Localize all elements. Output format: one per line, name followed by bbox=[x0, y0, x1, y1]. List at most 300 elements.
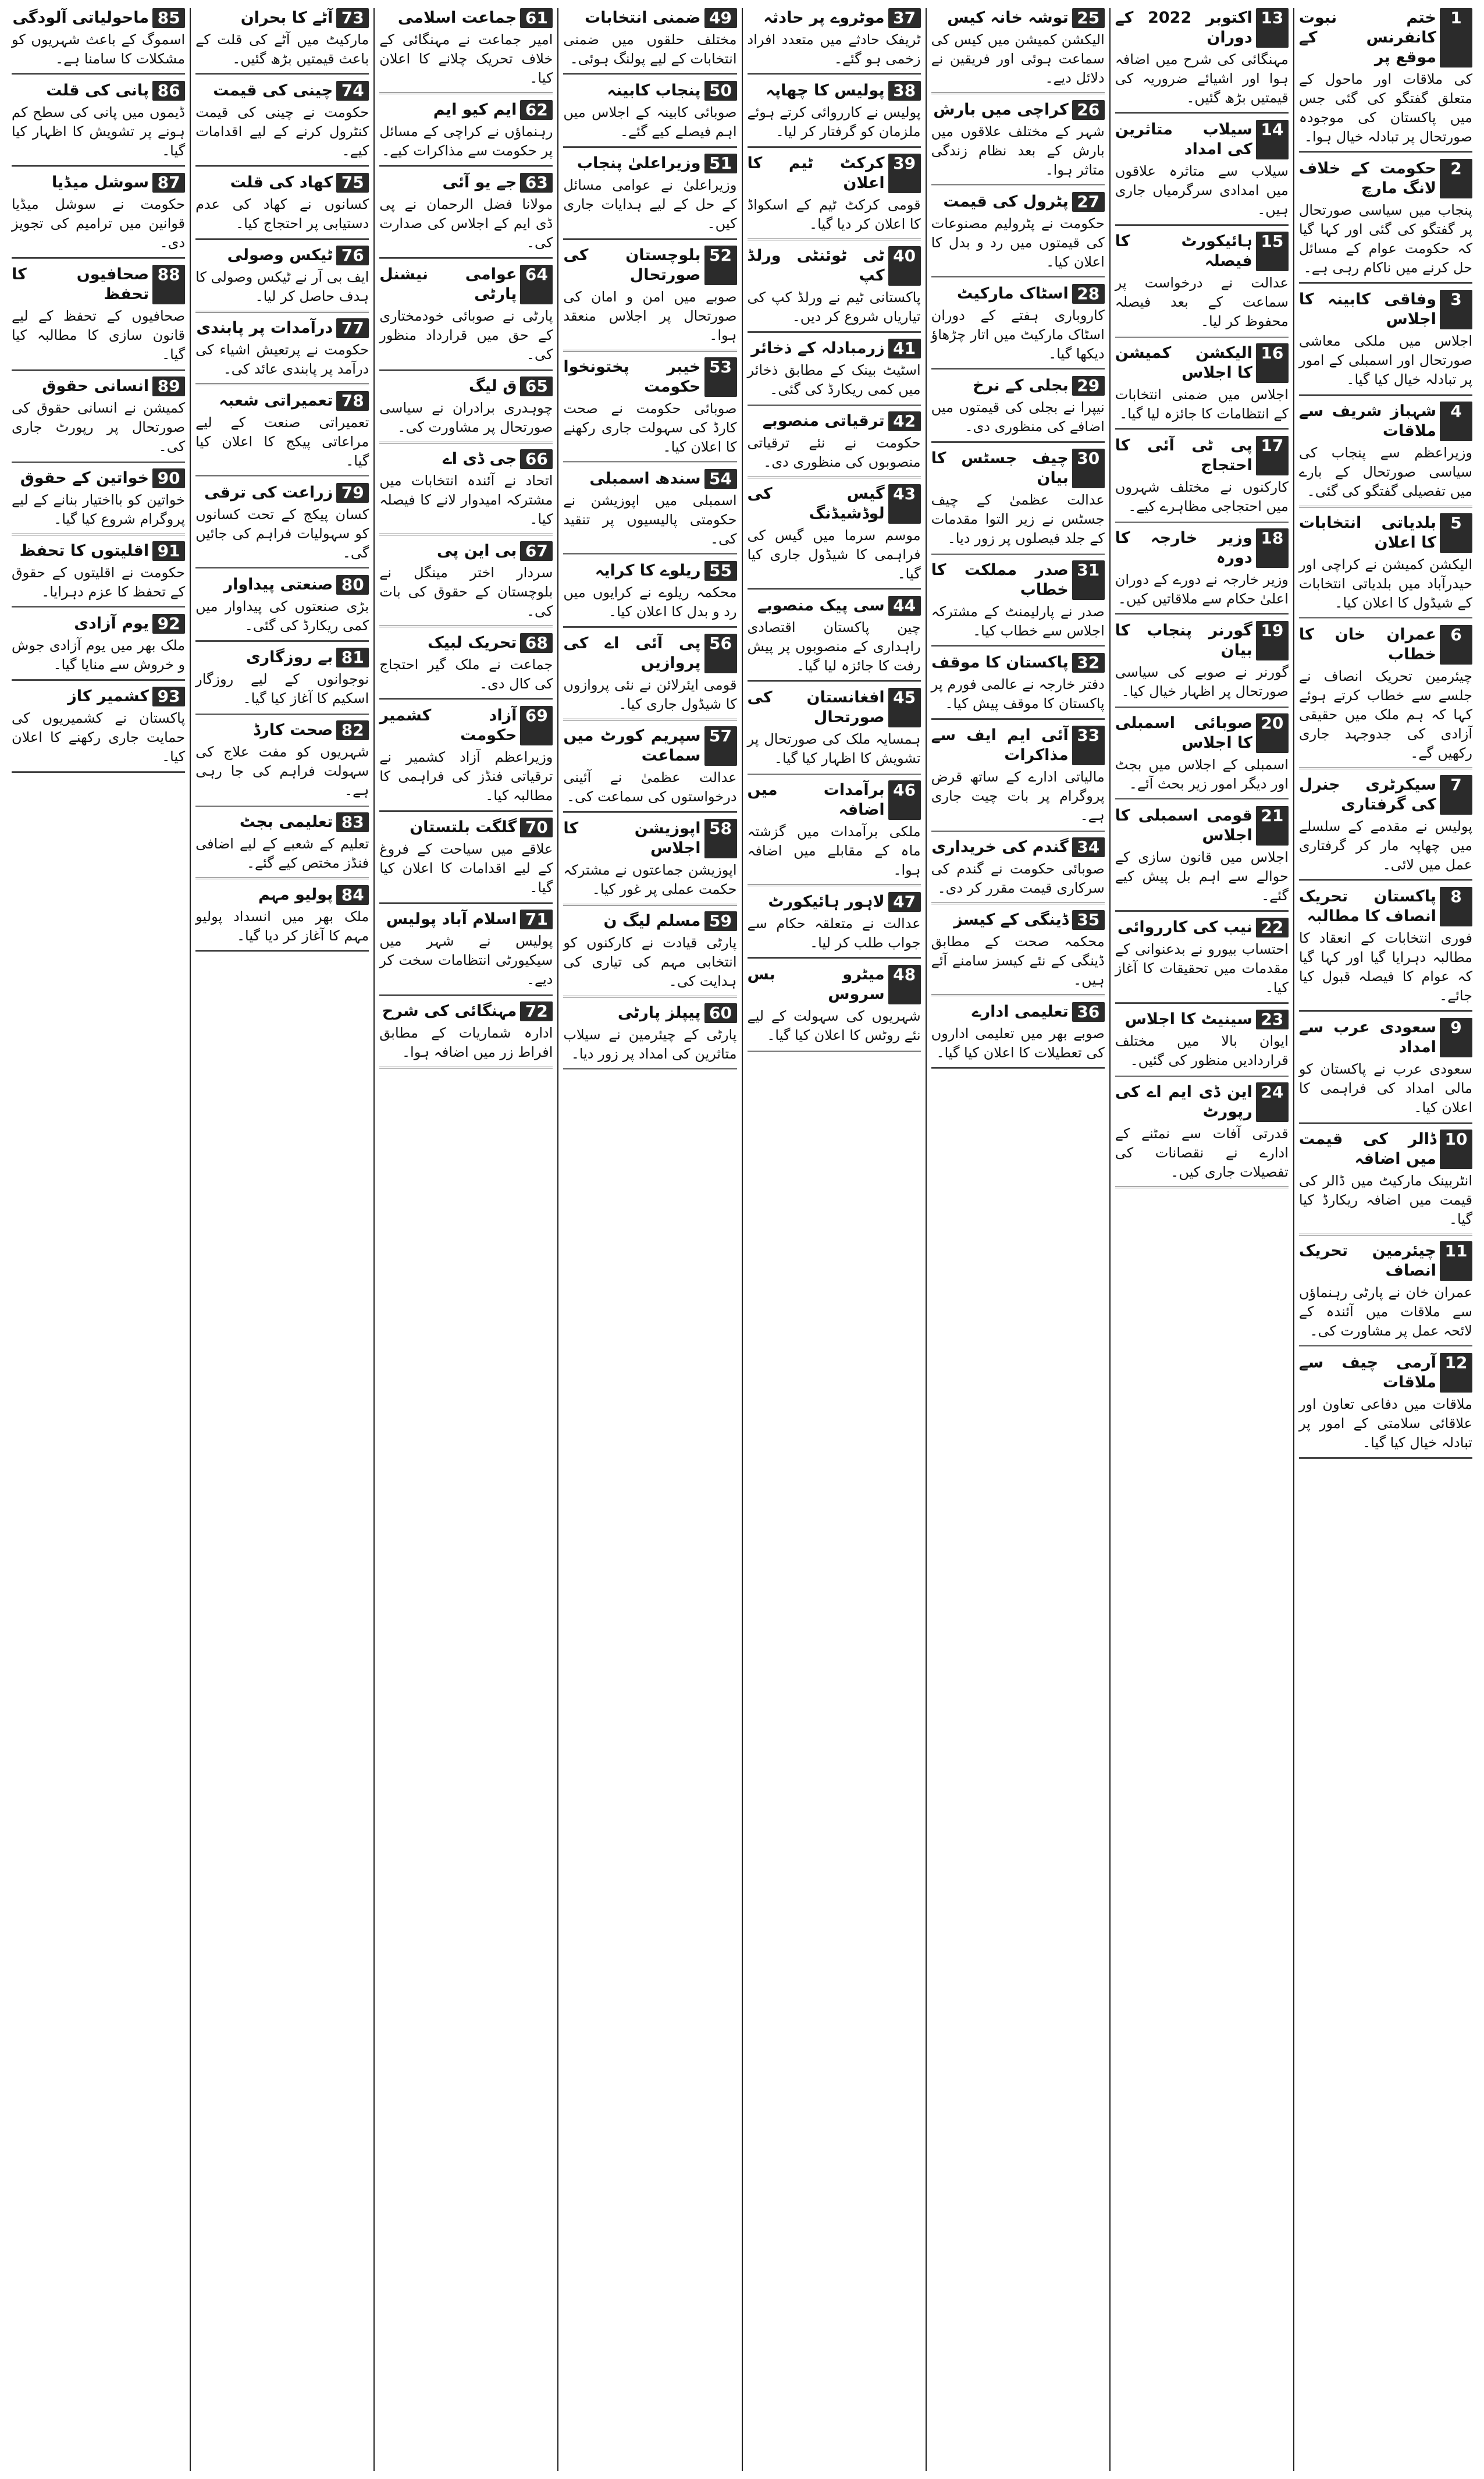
news-item-number: 57 bbox=[704, 726, 737, 766]
news-item-body: ایف بی آر نے ٹیکس وصولی کا ہدف حاصل کر لیا۔ bbox=[195, 269, 369, 304]
news-item-body: کاروباری ہفتے کے دوران اسٹاک مارکیٹ میں اتار چڑھاؤ دیکھا گیا۔ bbox=[931, 307, 1105, 362]
news-item-number: 84 bbox=[336, 885, 369, 905]
news-item bbox=[931, 192, 1105, 278]
news-item bbox=[1299, 513, 1472, 619]
news-item-number: 43 bbox=[888, 484, 921, 524]
news-item-headline: پیپلز پارٹی bbox=[617, 1004, 701, 1022]
news-item-body: سیلاب سے متاثرہ علاقوں میں امدادی سرگرمیاں جاری ہیں۔ bbox=[1115, 163, 1289, 218]
news-item-number: 36 bbox=[1072, 1002, 1105, 1022]
news-item bbox=[748, 8, 921, 75]
news-item-header bbox=[1299, 513, 1472, 553]
news-item-headline: ٹیکس وصولی bbox=[227, 246, 333, 264]
news-item-header bbox=[379, 706, 553, 745]
news-item-headline: این ڈی ایم اے کی رپورٹ bbox=[1115, 1083, 1252, 1121]
news-item-headline: زرمبادلہ کے ذخائر bbox=[751, 339, 885, 357]
news-item-body: انٹربینک مارکیٹ میں ڈالر کی قیمت میں اضافہ ریکارڈ کیا گیا۔ bbox=[1298, 1173, 1472, 1227]
news-item-headline: کشمیر کاز bbox=[67, 687, 150, 705]
news-item-body: کارکنوں نے مختلف شہروں میں احتجاجی مظاہرے کیے۔ bbox=[1115, 479, 1289, 514]
news-item-headline: مہنگائی کی شرح bbox=[382, 1002, 517, 1020]
news-item-body: جماعت نے ملک گیر احتجاج کی کال دی۔ bbox=[379, 656, 553, 692]
news-item-body: ملاقات میں دفاعی تعاون اور علاقائی سلامتی کے امور پر تبادلہ خیال کیا گیا۔ bbox=[1298, 1396, 1472, 1451]
news-item-header bbox=[748, 339, 921, 358]
news-item-number: 70 bbox=[520, 818, 553, 837]
news-item-headline: چیئرمین تحریک انصاف bbox=[1298, 1242, 1436, 1280]
news-item-headline: ق لیگ bbox=[469, 377, 517, 395]
news-columns bbox=[7, 8, 1477, 2471]
news-item-body: صدر نے پارلیمنٹ کے مشترکہ اجلاس سے خطاب کیا۔ bbox=[931, 603, 1105, 639]
news-item bbox=[748, 965, 921, 1052]
news-item bbox=[379, 100, 553, 167]
news-item bbox=[1115, 1010, 1289, 1077]
news-item-header bbox=[931, 284, 1105, 304]
news-item bbox=[1115, 918, 1289, 1004]
news-item-body: ملکی برآمدات میں گزشتہ ماہ کے مقابلے میں اضافہ ہوا۔ bbox=[747, 823, 921, 878]
news-item bbox=[12, 8, 185, 75]
news-item bbox=[12, 265, 185, 371]
news-item bbox=[563, 561, 736, 628]
news-item bbox=[1115, 713, 1289, 800]
news-item-number: 80 bbox=[336, 575, 369, 595]
column-3 bbox=[926, 8, 1109, 2471]
news-item-body: ادارہ شماریات کے مطابق افراط زر میں اضافہ ہوا۔ bbox=[379, 1025, 553, 1060]
news-item-number: 53 bbox=[704, 357, 737, 397]
news-item-header bbox=[379, 377, 553, 396]
news-item-headline: سی پیک منصوبے bbox=[757, 596, 885, 615]
news-item-header bbox=[563, 8, 736, 28]
news-item bbox=[563, 819, 736, 905]
news-item-body: عدالت نے متعلقہ حکام سے جواب طلب کر لیا۔ bbox=[747, 915, 921, 951]
news-item-headline: سپریم کورٹ میں سماعت bbox=[563, 727, 701, 765]
news-item-header bbox=[379, 8, 553, 28]
news-item bbox=[931, 560, 1105, 647]
news-item bbox=[195, 246, 369, 312]
news-item bbox=[1115, 528, 1289, 615]
news-item-number: 41 bbox=[888, 339, 921, 358]
news-item-header bbox=[1299, 887, 1472, 926]
news-item-header bbox=[931, 837, 1105, 857]
news-item bbox=[379, 8, 553, 94]
news-item-body: دفتر خارجہ نے عالمی فورم پر پاکستان کا موقف پیش کیا۔ bbox=[931, 676, 1105, 712]
news-item-body: چین پاکستان اقتصادی راہداری کے منصوبوں پر پیش رفت کا جائزہ لیا گیا۔ bbox=[747, 619, 921, 674]
news-item bbox=[1299, 1018, 1472, 1124]
news-item-headline: سندھ اسمبلی bbox=[589, 470, 701, 488]
news-item-headline: گندم کی خریداری bbox=[931, 838, 1069, 856]
news-item-number: 23 bbox=[1256, 1010, 1289, 1029]
news-item-headline: عمران خان کا خطاب bbox=[1298, 626, 1436, 663]
news-item-header bbox=[1115, 232, 1289, 271]
news-item-header bbox=[12, 265, 185, 304]
news-item bbox=[563, 726, 736, 813]
news-item-headline: ضمنی انتخابات bbox=[585, 9, 701, 27]
news-item-body: پولیس نے مقدمے کے سلسلے میں چھاپہ مار کر گرفتاری عمل میں لائی۔ bbox=[1298, 818, 1472, 873]
news-item-header bbox=[1299, 775, 1472, 815]
news-item bbox=[1299, 290, 1472, 396]
news-item-number: 25 bbox=[1072, 8, 1105, 28]
news-item-body: تعلیم کے شعبے کے لیے اضافی فنڈز مختص کیے گئے۔ bbox=[195, 836, 369, 871]
news-item-number: 60 bbox=[704, 1003, 737, 1023]
news-item-headline: ٹی ٹوئنٹی ورلڈ کپ bbox=[747, 247, 885, 285]
news-item bbox=[12, 687, 185, 773]
news-item-headline: یوم آزادی bbox=[74, 615, 150, 633]
news-item bbox=[1299, 775, 1472, 881]
news-item bbox=[12, 614, 185, 681]
news-item-headline: تعلیمی ادارے bbox=[971, 1003, 1069, 1021]
news-item-body: علاقے میں سیاحت کے فروغ کے لیے اقدامات کا اعلان کیا گیا۔ bbox=[379, 841, 553, 896]
news-item-header bbox=[748, 154, 921, 193]
news-item-number: 88 bbox=[152, 265, 185, 304]
news-item-body: وزیراعلیٰ نے عوامی مسائل کے حل کے لیے ہدایات جاری کیں۔ bbox=[563, 177, 737, 232]
news-item-header bbox=[1115, 528, 1289, 568]
news-item-number: 62 bbox=[520, 100, 553, 120]
news-item-body: اسمبلی کے اجلاس میں بجٹ اور دیگر امور زیر بحث آئے۔ bbox=[1115, 757, 1289, 792]
news-item-body: وزیر خارجہ نے دورے کے دوران اعلیٰ حکام سے ملاقاتیں کیں۔ bbox=[1115, 571, 1289, 607]
news-item-headline: مسلم لیگ ن bbox=[603, 912, 701, 930]
news-item-headline: لاہور ہائیکورٹ bbox=[768, 893, 885, 911]
column-8 bbox=[7, 8, 190, 2471]
news-item-headline: پی آئی اے کی پروازیں bbox=[563, 634, 701, 672]
news-item-number: 6 bbox=[1440, 625, 1472, 665]
news-item bbox=[1299, 402, 1472, 507]
news-item-number: 49 bbox=[704, 8, 737, 28]
news-item-number: 24 bbox=[1256, 1082, 1289, 1122]
news-item-number: 58 bbox=[704, 819, 737, 858]
news-item-headline: بجلی کے نرخ bbox=[973, 377, 1069, 395]
news-item-body: تعمیراتی صنعت کے لیے مراعاتی پیکج کا اعلان کیا گیا۔ bbox=[195, 414, 369, 469]
news-item-body: حکومت نے سوشل میڈیا قوانین میں ترامیم کی تجویز دی۔ bbox=[12, 196, 186, 251]
news-item-header bbox=[1299, 8, 1472, 68]
news-item-body: چوہدری برادران نے سیاسی صورتحال پر مشاورت کی۔ bbox=[379, 400, 553, 435]
news-item-header bbox=[931, 8, 1105, 28]
news-item-headline: گورنر پنجاب کا بیان bbox=[1115, 621, 1252, 659]
news-item-headline: جی ڈی اے bbox=[442, 450, 517, 468]
news-item bbox=[379, 1001, 553, 1068]
news-item-number: 38 bbox=[888, 81, 921, 101]
news-item-headline: برآمدات میں اضافہ bbox=[747, 781, 885, 819]
news-item-body: نیپرا نے بجلی کی قیمتوں میں اضافے کی منظوری دی۔ bbox=[931, 399, 1105, 435]
news-item-number: 9 bbox=[1440, 1018, 1472, 1057]
news-item bbox=[931, 8, 1105, 94]
news-item-number: 42 bbox=[888, 411, 921, 431]
news-item-header bbox=[1299, 290, 1472, 329]
news-item-header bbox=[563, 81, 736, 101]
news-item-header bbox=[1115, 8, 1289, 48]
news-item-header bbox=[748, 688, 921, 727]
news-item-body: اپوزیشن جماعتوں نے مشترکہ حکمت عملی پر غور کیا۔ bbox=[563, 862, 737, 897]
news-item-headline: تحریک لبیک bbox=[427, 634, 517, 652]
news-item-body: موسم سرما میں گیس کی فراہمی کا شیڈول جاری کیا گیا۔ bbox=[747, 527, 921, 582]
news-item bbox=[12, 377, 185, 463]
news-item-number: 59 bbox=[704, 911, 737, 931]
news-item-header bbox=[195, 246, 369, 265]
news-item-body: پارٹی نے صوبائی خودمختاری کے حق میں قرارداد منظور کی۔ bbox=[379, 308, 553, 363]
news-item-header bbox=[931, 449, 1105, 488]
news-item bbox=[1115, 343, 1289, 430]
news-item-number: 86 bbox=[152, 81, 185, 101]
news-item-body: حکومت نے اقلیتوں کے حقوق کے تحفظ کا عزم دہرایا۔ bbox=[12, 564, 186, 600]
news-item-body: الیکشن کمیشن میں کیس کی سماعت ہوئی اور فریقین نے دلائل دیے۔ bbox=[931, 31, 1105, 86]
news-item bbox=[748, 688, 921, 775]
news-item bbox=[195, 8, 369, 75]
news-item bbox=[748, 246, 921, 333]
news-item-body: شہریوں کو مفت علاج کی سہولت فراہم کی جا رہی ہے۔ bbox=[195, 744, 369, 798]
news-item-number: 4 bbox=[1440, 402, 1472, 441]
news-item-body: کی ملاقات اور ماحول کے متعلق گفتگو کی گئی جس میں پاکستان کی موجودہ صورتحال پر تبادلہ خیال ہوا۔ bbox=[1298, 71, 1472, 145]
news-item-headline: گیس کی لوڈشیڈنگ bbox=[747, 485, 885, 523]
news-item-number: 33 bbox=[1072, 726, 1105, 765]
news-item-body: قدرتی آفات سے نمٹنے کے ادارے نے نقصانات کی تفصیلات جاری کیں۔ bbox=[1115, 1125, 1289, 1180]
news-item-number: 75 bbox=[336, 173, 369, 193]
news-item-header bbox=[379, 910, 553, 929]
news-item-header bbox=[931, 1002, 1105, 1022]
news-item-headline: ڈالر کی قیمت میں اضافہ bbox=[1298, 1130, 1436, 1168]
news-item-number: 18 bbox=[1256, 528, 1289, 568]
news-item-header bbox=[931, 726, 1105, 765]
news-item-body: حکومت نے نئے ترقیاتی منصوبوں کی منظوری دی۔ bbox=[747, 435, 921, 470]
news-item-headline: بی این پی bbox=[436, 542, 517, 560]
news-item-header bbox=[379, 1001, 553, 1021]
news-item-body: صوبائی حکومت نے گندم کی سرکاری قیمت مقرر کر دی۔ bbox=[931, 861, 1105, 896]
news-item-body: ملک بھر میں یوم آزادی جوش و خروش سے منایا گیا۔ bbox=[12, 637, 186, 673]
news-item-number: 7 bbox=[1440, 775, 1472, 815]
news-item-body: اجلاس میں قانون سازی کے حوالے سے اہم بل پیش کیے گئے۔ bbox=[1115, 849, 1289, 904]
news-item-number: 17 bbox=[1256, 436, 1289, 475]
news-item-headline: کرکٹ ٹیم کا اعلان bbox=[747, 154, 885, 192]
news-item bbox=[563, 469, 736, 555]
news-item-number: 31 bbox=[1072, 560, 1105, 600]
news-item-header bbox=[748, 246, 921, 286]
news-item bbox=[748, 339, 921, 406]
news-item bbox=[195, 648, 369, 715]
news-item-body: محکمہ ریلوے نے کرایوں میں رد و بدل کا اعلان کیا۔ bbox=[563, 584, 737, 620]
news-item-header bbox=[195, 575, 369, 595]
news-item-body: عدالت عظمیٰ نے آئینی درخواستوں کی سماعت کی۔ bbox=[563, 769, 737, 805]
news-item-header bbox=[563, 357, 736, 397]
column-1 bbox=[1293, 8, 1477, 2471]
news-item-number: 81 bbox=[336, 648, 369, 667]
news-item-header bbox=[1115, 1082, 1289, 1122]
news-item-headline: صوبائی اسمبلی کا اجلاس bbox=[1115, 714, 1252, 752]
news-item-number: 51 bbox=[704, 154, 737, 173]
news-item-header bbox=[1299, 625, 1472, 665]
news-item-body: عدالت نے درخواست پر سماعت کے بعد فیصلہ محفوظ کر لیا۔ bbox=[1115, 275, 1289, 329]
news-item-number: 82 bbox=[336, 720, 369, 740]
news-item-headline: وزیر خارجہ کا دورہ bbox=[1115, 529, 1252, 567]
news-item bbox=[563, 1003, 736, 1070]
news-item-headline: بلدیاتی انتخابات کا اعلان bbox=[1298, 514, 1436, 552]
news-item-number: 83 bbox=[336, 812, 369, 832]
news-item-number: 61 bbox=[520, 8, 553, 28]
news-item-number: 79 bbox=[336, 483, 369, 503]
news-item bbox=[379, 633, 553, 700]
news-item bbox=[12, 81, 185, 167]
news-item-number: 2 bbox=[1440, 159, 1472, 198]
news-item bbox=[1115, 120, 1289, 226]
news-item-number: 29 bbox=[1072, 376, 1105, 396]
news-item bbox=[931, 1002, 1105, 1069]
news-item bbox=[931, 284, 1105, 370]
news-item-header bbox=[1115, 621, 1289, 660]
news-item-headline: خیبر پختونخوا حکومت bbox=[563, 358, 701, 396]
news-item-headline: سیلاب متاثرین کی امداد bbox=[1115, 120, 1252, 158]
news-item-header bbox=[748, 8, 921, 28]
news-item bbox=[1299, 159, 1472, 284]
news-item-number: 28 bbox=[1072, 284, 1105, 304]
news-item-body: صوبے بھر میں تعلیمی اداروں کی تعطیلات کا اعلان کیا گیا۔ bbox=[931, 1025, 1105, 1061]
news-item-header bbox=[563, 154, 736, 173]
news-item-body: پولیس نے کارروائی کرتے ہوئے ملزمان کو گرفتار کر لیا۔ bbox=[747, 104, 921, 140]
news-item-number: 10 bbox=[1440, 1130, 1472, 1169]
column-5 bbox=[557, 8, 741, 2471]
news-item-headline: ختم نبوت کانفرنس کے موقع پر bbox=[1298, 9, 1436, 66]
news-item-headline: افغانستان کی صورتحال bbox=[747, 688, 885, 726]
news-item-header bbox=[12, 377, 185, 396]
news-item-headline: وفاقی کابینہ کا اجلاس bbox=[1298, 290, 1436, 328]
news-item bbox=[931, 449, 1105, 555]
news-item-body: احتساب بیورو نے بدعنوانی کے مقدمات میں تحقیقات کا آغاز کیا۔ bbox=[1115, 941, 1289, 996]
news-item-headline: پولیو مہم bbox=[258, 886, 333, 904]
news-item-body: اسمبلی میں اپوزیشن نے حکومتی پالیسیوں پر تنقید کی۔ bbox=[563, 492, 737, 547]
news-item-headline: جماعت اسلامی bbox=[397, 9, 517, 27]
news-item-body: ملک بھر میں انسداد پولیو مہم کا آغاز کر دیا گیا۔ bbox=[195, 908, 369, 944]
news-item-number: 46 bbox=[888, 780, 921, 820]
news-item bbox=[1299, 887, 1472, 1012]
news-item-body: پولیس نے شہر میں سیکیورٹی انتظامات سخت کر دیے۔ bbox=[379, 933, 553, 988]
news-item-number: 91 bbox=[152, 541, 185, 561]
news-item-header bbox=[195, 720, 369, 740]
news-item-headline: قومی اسمبلی کا اجلاس bbox=[1115, 807, 1252, 844]
news-item-body: رہنماؤں نے کراچی کے مسائل پر حکومت سے مذاکرات کیے۔ bbox=[379, 123, 553, 159]
news-item-header bbox=[195, 81, 369, 101]
news-item-body: کمیشن نے انسانی حقوق کی صورتحال پر رپورٹ جاری کی۔ bbox=[12, 400, 186, 454]
news-item-body: اسٹیٹ بینک کے مطابق ذخائر میں کمی ریکارڈ کی گئی۔ bbox=[747, 362, 921, 397]
news-item-body: قومی ایئرلائن نے نئی پروازوں کا شیڈول جاری کیا۔ bbox=[563, 677, 737, 712]
news-item-number: 3 bbox=[1440, 290, 1472, 329]
news-item-header bbox=[748, 596, 921, 616]
news-item-number: 50 bbox=[704, 81, 737, 101]
news-item-number: 55 bbox=[704, 561, 737, 581]
news-item-header bbox=[931, 560, 1105, 600]
news-item-header bbox=[931, 376, 1105, 396]
news-item-header bbox=[379, 818, 553, 837]
news-item-body: خواتین کو بااختیار بنانے کے لیے پروگرام شروع کیا گیا۔ bbox=[12, 492, 186, 527]
news-item bbox=[1299, 625, 1472, 769]
news-item bbox=[1299, 8, 1472, 153]
news-item-headline: تعمیراتی شعبہ bbox=[219, 392, 333, 410]
news-item-number: 66 bbox=[520, 449, 553, 469]
news-item-header bbox=[195, 812, 369, 832]
news-item-number: 37 bbox=[888, 8, 921, 28]
news-item-header bbox=[12, 173, 185, 193]
news-item-header bbox=[1115, 713, 1289, 753]
news-item-headline: پی ٹی آئی کا احتجاج bbox=[1115, 436, 1252, 474]
news-item-body: کسانوں نے کھاد کی عدم دستیابی پر احتجاج کیا۔ bbox=[195, 196, 369, 232]
news-item bbox=[563, 357, 736, 463]
news-item-headline: صنعتی پیداوار bbox=[223, 576, 333, 594]
news-item-number: 39 bbox=[888, 154, 921, 193]
news-item-headline: الیکشن کمیشن کا اجلاس bbox=[1115, 344, 1252, 382]
news-item-headline: حکومت کے خلاف لانگ مارچ bbox=[1298, 159, 1436, 197]
news-item bbox=[195, 885, 369, 952]
news-item bbox=[748, 154, 921, 240]
news-item-header bbox=[748, 484, 921, 524]
news-item-header bbox=[563, 561, 736, 581]
news-item-number: 64 bbox=[520, 265, 553, 304]
news-item-headline: جے یو آئی bbox=[442, 173, 517, 191]
news-item bbox=[1115, 806, 1289, 912]
news-item-number: 35 bbox=[1072, 910, 1105, 930]
news-item-body: اسموگ کے باعث شہریوں کو مشکلات کا سامنا ہے۔ bbox=[12, 31, 186, 67]
column-2 bbox=[1109, 8, 1293, 2471]
news-item bbox=[931, 376, 1105, 443]
news-item-headline: سوشل میڈیا bbox=[51, 173, 150, 191]
news-item bbox=[1299, 1130, 1472, 1235]
news-item-headline: درآمدات پر پابندی bbox=[196, 319, 333, 337]
news-item bbox=[1115, 1082, 1289, 1188]
news-item bbox=[563, 911, 736, 997]
news-item-body: فوری انتخابات کے انعقاد کا مطالبہ دہرایا گیا اور کہا گیا کہ عوام کا فیصلہ قبول کیا جائے۔ bbox=[1298, 930, 1472, 1004]
news-item-header bbox=[12, 687, 185, 706]
news-item bbox=[748, 81, 921, 148]
news-item-headline: بے روزگاری bbox=[245, 648, 333, 666]
news-item-number: 56 bbox=[704, 634, 737, 673]
news-item-headline: سیکرٹری جنرل کی گرفتاری bbox=[1298, 776, 1436, 814]
news-item-body: قومی کرکٹ ٹیم کے اسکواڈ کا اعلان کر دیا گیا۔ bbox=[747, 197, 921, 232]
news-item-number: 72 bbox=[520, 1001, 553, 1021]
news-item-number: 65 bbox=[520, 377, 553, 396]
news-item-number: 40 bbox=[888, 246, 921, 286]
news-item-body: سردار اختر مینگل نے بلوچستان کے حقوق کی بات کی۔ bbox=[379, 564, 553, 619]
news-item-number: 76 bbox=[336, 246, 369, 265]
news-item-body: مختلف حلقوں میں ضمنی انتخابات کے لیے پولنگ ہوئی۔ bbox=[563, 31, 737, 67]
news-item-headline: بلوچستان کی صورتحال bbox=[563, 246, 701, 284]
news-item-body: مارکیٹ میں آٹے کی قلت کے باعث قیمتیں بڑھ گئیں۔ bbox=[195, 31, 369, 67]
news-item bbox=[379, 541, 553, 627]
news-item bbox=[379, 173, 553, 259]
news-item-body: ہمسایہ ملک کی صورتحال پر تشویش کا اظہار کیا گیا۔ bbox=[747, 731, 921, 766]
news-item-headline: پانی کی قلت bbox=[46, 81, 150, 100]
news-item-body: حکومت نے پٹرولیم مصنوعات کی قیمتوں میں رد و بدل کا اعلان کیا۔ bbox=[931, 215, 1105, 270]
news-item bbox=[931, 910, 1105, 996]
news-item-number: 34 bbox=[1072, 837, 1105, 857]
news-item bbox=[379, 910, 553, 996]
news-item-header bbox=[195, 885, 369, 905]
news-item-number: 26 bbox=[1072, 100, 1105, 120]
news-item-headline: گلگت بلتستان bbox=[410, 818, 517, 836]
news-item-number: 77 bbox=[336, 318, 369, 338]
news-item-headline: اسلام آباد پولیس bbox=[386, 910, 517, 928]
news-item-body: الیکشن کمیشن نے کراچی اور حیدرآباد میں بلدیاتی انتخابات کے شیڈول کا اعلان کیا۔ bbox=[1298, 556, 1472, 611]
news-item-body: ایوان بالا میں مختلف قراردادیں منظور کی گئیں۔ bbox=[1115, 1033, 1289, 1068]
news-item bbox=[1299, 1353, 1472, 1459]
news-item bbox=[748, 892, 921, 959]
news-item bbox=[379, 377, 553, 443]
news-item-body: وزیراعظم آزاد کشمیر نے ترقیاتی فنڈز کی فراہمی کا مطالبہ کیا۔ bbox=[379, 749, 553, 804]
news-item-header bbox=[1115, 343, 1289, 383]
news-item bbox=[195, 81, 369, 167]
news-item bbox=[1115, 232, 1289, 338]
news-item bbox=[931, 726, 1105, 832]
news-item-headline: انسانی حقوق bbox=[42, 377, 150, 395]
news-item-headline: پولیس کا چھاپہ bbox=[766, 81, 885, 100]
news-item-body: گورنر نے صوبے کی سیاسی صورتحال پر اظہار خیال کیا۔ bbox=[1115, 664, 1289, 699]
news-item bbox=[195, 483, 369, 569]
news-item-header bbox=[563, 634, 736, 673]
news-item-headline: کراچی میں بارش bbox=[933, 101, 1069, 119]
news-item-header bbox=[1299, 1353, 1472, 1393]
news-item bbox=[195, 318, 369, 385]
news-item-body: مہنگائی کی شرح میں اضافہ ہوا اور اشیائے ضروریہ کی قیمتیں بڑھ گئیں۔ bbox=[1115, 51, 1289, 106]
news-item-number: 74 bbox=[336, 81, 369, 101]
